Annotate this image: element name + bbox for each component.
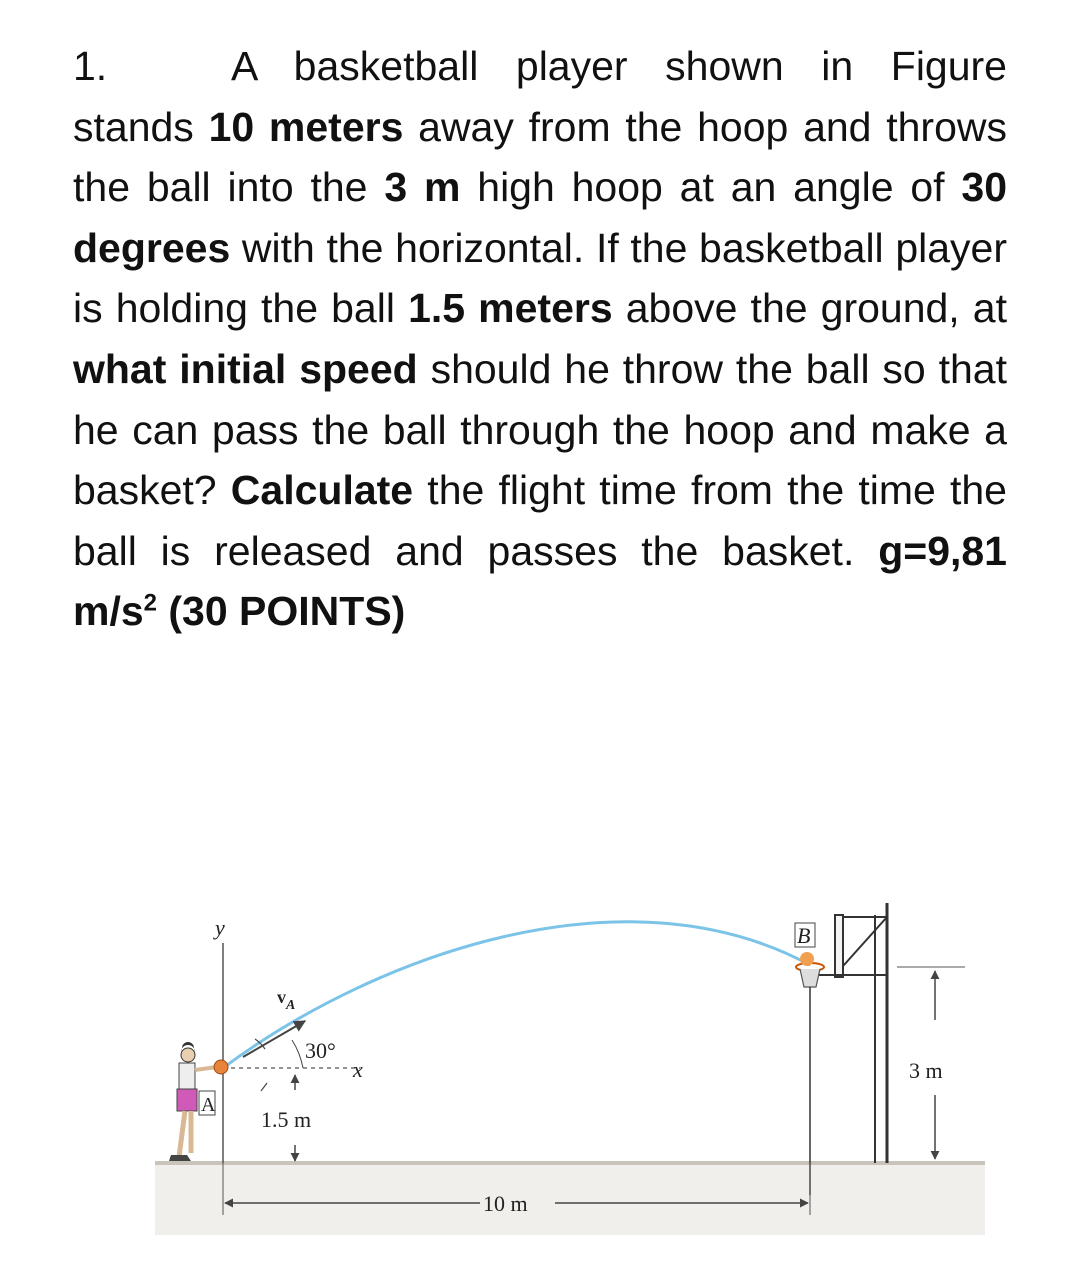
player-leg	[179, 1111, 185, 1157]
y-axis-label: y	[215, 915, 225, 940]
problem-number: 1.	[73, 43, 108, 89]
problem-segment: above the ground, at	[612, 285, 1007, 332]
point-b-label: B	[797, 923, 811, 948]
player-shoe	[169, 1155, 191, 1161]
projectile-figure	[155, 895, 985, 1235]
problem-segment: A basketball player shown in Figure stands	[73, 43, 1007, 150]
player-head	[181, 1048, 195, 1062]
gravity-value: g=9,81 m/s	[73, 527, 1007, 635]
problem-segment-bold: 1.5 meters	[408, 285, 613, 332]
problem-segment: should he throw the ball so that he can pass the ball through the hoop and make a basket?	[73, 345, 1007, 514]
velocity-label	[277, 987, 295, 1013]
problem-text	[73, 36, 1007, 642]
problem-segment: away from the hoop and throws the ball into the	[73, 103, 1007, 211]
player-torso	[179, 1063, 195, 1089]
distance-label: 10 m	[483, 1191, 528, 1216]
problem-segment: with the horizontal. If the basketball player is holding the ball	[73, 224, 1007, 332]
basketball-hoop	[795, 903, 887, 1195]
problem-segment-bold: Calculate	[230, 467, 414, 514]
release-height-tick	[261, 1083, 267, 1091]
points-label: (30 POINTS)	[157, 588, 406, 635]
problem-segment-bold: 3 m	[384, 164, 461, 211]
projectile-diagram	[155, 895, 985, 1235]
angle-label: 30°	[305, 1038, 336, 1063]
ball	[214, 1060, 228, 1074]
velocity-vector	[243, 1021, 305, 1057]
problem-segment: high hoop at an angle of	[460, 164, 962, 211]
player-shorts	[177, 1089, 197, 1111]
point-a-label: A	[201, 1094, 216, 1116]
gravity-exponent: 2	[143, 589, 158, 617]
ground	[155, 1163, 985, 1235]
problem-segment: the flight time from the time the ball is released and passes the basket.	[73, 467, 1007, 574]
angle-arc	[292, 1040, 303, 1068]
velocity-subscript: A	[286, 998, 296, 1013]
release-height-label: 1.5 m	[261, 1107, 312, 1132]
problem-segment-bold: 30 degrees	[73, 164, 1007, 271]
hoop-height-label: 3 m	[909, 1058, 943, 1083]
x-axis-label: x	[353, 1057, 363, 1082]
velocity-symbol: v	[277, 987, 286, 1007]
problem-segment-bold: what initial speed	[73, 345, 418, 392]
backboard	[835, 915, 843, 977]
hoop-net	[800, 969, 820, 987]
ball-at-hoop	[800, 952, 814, 966]
basketball-player	[169, 1042, 228, 1161]
problem-segment-bold: 10 meters	[208, 103, 404, 150]
